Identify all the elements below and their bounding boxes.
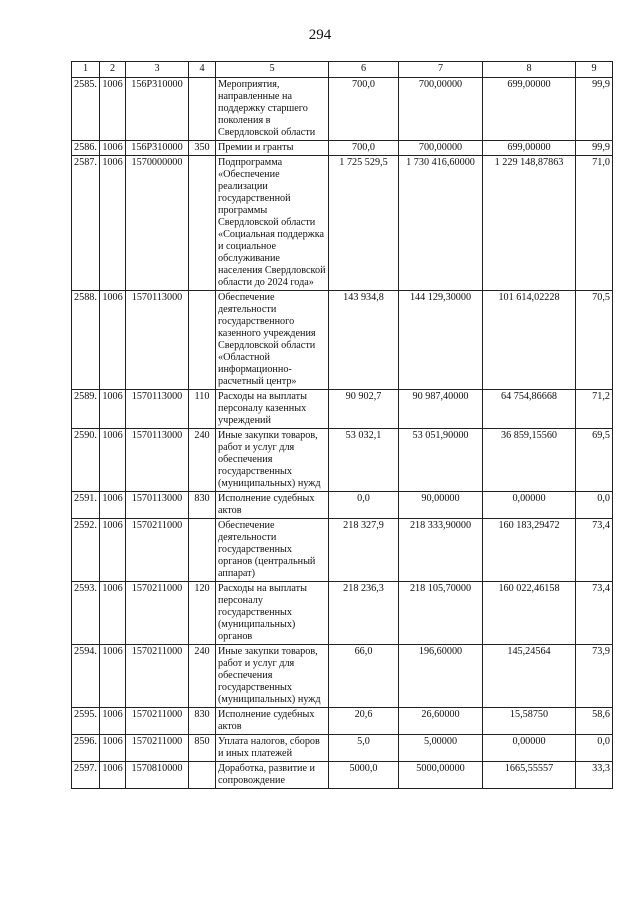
execution-percent: 0,0 — [576, 492, 613, 519]
item-name: Обеспечение деятельности государственных органов (центральный аппарат) — [216, 519, 329, 582]
item-name: Расходы на выплаты персоналу казенных учреждений — [216, 390, 329, 429]
column-header: 7 — [399, 62, 483, 78]
expense-type-code: 830 — [189, 708, 216, 735]
table-row — [72, 156, 613, 291]
item-name: Иные закупки товаров, работ и услуг для обеспечения государственных (муниципальных) нужд — [216, 429, 329, 492]
column-header: 4 — [189, 62, 216, 78]
approved-amount: 90 902,7 — [329, 390, 399, 429]
refined-amount: 26,60000 — [399, 708, 483, 735]
refined-amount: 700,00000 — [399, 141, 483, 156]
table-row — [72, 141, 613, 156]
approved-amount: 5,0 — [329, 735, 399, 762]
refined-amount: 90,00000 — [399, 492, 483, 519]
execution-percent: 58,6 — [576, 708, 613, 735]
refined-amount: 1 730 416,60000 — [399, 156, 483, 291]
column-header: 8 — [483, 62, 576, 78]
target-item-code: 1570113000 — [126, 390, 189, 429]
expense-type-code — [189, 156, 216, 291]
section-code: 1006 — [100, 708, 126, 735]
row-number: 2586. — [72, 141, 100, 156]
executed-amount: 64 754,86668 — [483, 390, 576, 429]
target-item-code: 1570113000 — [126, 492, 189, 519]
target-item-code: 1570211000 — [126, 519, 189, 582]
executed-amount: 1 229 148,87863 — [483, 156, 576, 291]
approved-amount: 20,6 — [329, 708, 399, 735]
section-code: 1006 — [100, 762, 126, 789]
execution-percent: 0,0 — [576, 735, 613, 762]
row-number: 2597. — [72, 762, 100, 789]
item-name: Уплата налогов, сборов и иных платежей — [216, 735, 329, 762]
expense-type-code — [189, 291, 216, 390]
column-header: 5 — [216, 62, 329, 78]
target-item-code: 1570810000 — [126, 762, 189, 789]
item-name: Премии и гранты — [216, 141, 329, 156]
table-row — [72, 645, 613, 708]
item-name: Расходы на выплаты персоналу государственных (муниципальных) органов — [216, 582, 329, 645]
section-code: 1006 — [100, 156, 126, 291]
approved-amount: 700,0 — [329, 141, 399, 156]
expense-type-code — [189, 78, 216, 141]
row-number: 2588. — [72, 291, 100, 390]
item-name: Иные закупки товаров, работ и услуг для обеспечения государственных (муниципальных) нужд — [216, 645, 329, 708]
executed-amount: 0,00000 — [483, 735, 576, 762]
section-code: 1006 — [100, 429, 126, 492]
row-number: 2585. — [72, 78, 100, 141]
row-number: 2590. — [72, 429, 100, 492]
executed-amount: 15,58750 — [483, 708, 576, 735]
table-row — [72, 582, 613, 645]
approved-amount: 1 725 529,5 — [329, 156, 399, 291]
table-row — [72, 429, 613, 492]
approved-amount: 66,0 — [329, 645, 399, 708]
approved-amount: 700,0 — [329, 78, 399, 141]
table-row — [72, 78, 613, 141]
expense-type-code: 850 — [189, 735, 216, 762]
approved-amount: 218 327,9 — [329, 519, 399, 582]
executed-amount: 160 022,46158 — [483, 582, 576, 645]
executed-amount: 1665,55557 — [483, 762, 576, 789]
row-number: 2589. — [72, 390, 100, 429]
executed-amount: 699,00000 — [483, 141, 576, 156]
item-name: Исполнение судебных актов — [216, 708, 329, 735]
execution-percent: 73,4 — [576, 582, 613, 645]
section-code: 1006 — [100, 78, 126, 141]
item-name: Мероприятия, направленные на поддержку старшего поколения в Свердловской области — [216, 78, 329, 141]
executed-amount: 699,00000 — [483, 78, 576, 141]
row-number: 2596. — [72, 735, 100, 762]
expense-type-code — [189, 762, 216, 789]
section-code: 1006 — [100, 582, 126, 645]
execution-percent: 69,5 — [576, 429, 613, 492]
expense-type-code: 120 — [189, 582, 216, 645]
execution-percent: 33,3 — [576, 762, 613, 789]
executed-amount: 36 859,15560 — [483, 429, 576, 492]
refined-amount: 218 333,90000 — [399, 519, 483, 582]
column-header: 6 — [329, 62, 399, 78]
refined-amount: 196,60000 — [399, 645, 483, 708]
item-name: Подпрограмма «Обеспечение реализации государственной программы Свердловской области «Социальная поддержка и социальное обслуживание населения Свердловской области до 2024 года» — [216, 156, 329, 291]
executed-amount: 101 614,02228 — [483, 291, 576, 390]
column-header: 2 — [100, 62, 126, 78]
refined-amount: 144 129,30000 — [399, 291, 483, 390]
target-item-code: 156Р310000 — [126, 78, 189, 141]
executed-amount: 160 183,29472 — [483, 519, 576, 582]
approved-amount: 143 934,8 — [329, 291, 399, 390]
row-number: 2595. — [72, 708, 100, 735]
executed-amount: 145,24564 — [483, 645, 576, 708]
table-row — [72, 708, 613, 735]
row-number: 2593. — [72, 582, 100, 645]
section-code: 1006 — [100, 645, 126, 708]
execution-percent: 99,9 — [576, 141, 613, 156]
refined-amount: 218 105,70000 — [399, 582, 483, 645]
target-item-code: 1570000000 — [126, 156, 189, 291]
section-code: 1006 — [100, 291, 126, 390]
execution-percent: 73,9 — [576, 645, 613, 708]
budget-table — [71, 61, 613, 789]
item-name: Обеспечение деятельности государственного казенного учреждения Свердловской области «Областной информационно-расчетный центр» — [216, 291, 329, 390]
column-header: 1 — [72, 62, 100, 78]
execution-percent: 73,4 — [576, 519, 613, 582]
approved-amount: 218 236,3 — [329, 582, 399, 645]
executed-amount: 0,00000 — [483, 492, 576, 519]
target-item-code: 1570211000 — [126, 708, 189, 735]
target-item-code: 1570211000 — [126, 645, 189, 708]
section-code: 1006 — [100, 492, 126, 519]
section-code: 1006 — [100, 141, 126, 156]
target-item-code: 1570113000 — [126, 291, 189, 390]
expense-type-code: 110 — [189, 390, 216, 429]
row-number: 2587. — [72, 156, 100, 291]
expense-type-code: 830 — [189, 492, 216, 519]
item-name: Доработка, развитие и сопровождение — [216, 762, 329, 789]
target-item-code: 1570113000 — [126, 429, 189, 492]
row-number: 2594. — [72, 645, 100, 708]
refined-amount: 53 051,90000 — [399, 429, 483, 492]
execution-percent: 71,2 — [576, 390, 613, 429]
table-row — [72, 735, 613, 762]
execution-percent: 71,0 — [576, 156, 613, 291]
table-row — [72, 291, 613, 390]
item-name: Исполнение судебных актов — [216, 492, 329, 519]
expense-type-code: 240 — [189, 645, 216, 708]
execution-percent: 70,5 — [576, 291, 613, 390]
refined-amount: 5000,00000 — [399, 762, 483, 789]
execution-percent: 99,9 — [576, 78, 613, 141]
approved-amount: 5000,0 — [329, 762, 399, 789]
table-row — [72, 519, 613, 582]
expense-type-code: 350 — [189, 141, 216, 156]
approved-amount: 0,0 — [329, 492, 399, 519]
target-item-code: 1570211000 — [126, 735, 189, 762]
target-item-code: 1570211000 — [126, 582, 189, 645]
approved-amount: 53 032,1 — [329, 429, 399, 492]
section-code: 1006 — [100, 735, 126, 762]
column-header: 3 — [126, 62, 189, 78]
page-number: 294 — [308, 27, 332, 43]
column-header: 9 — [576, 62, 613, 78]
refined-amount: 5,00000 — [399, 735, 483, 762]
row-number: 2592. — [72, 519, 100, 582]
expense-type-code — [189, 519, 216, 582]
section-code: 1006 — [100, 519, 126, 582]
section-code: 1006 — [100, 390, 126, 429]
expense-type-code: 240 — [189, 429, 216, 492]
refined-amount: 90 987,40000 — [399, 390, 483, 429]
target-item-code: 156Р310000 — [126, 141, 189, 156]
header-row — [72, 62, 613, 78]
refined-amount: 700,00000 — [399, 78, 483, 141]
table-row — [72, 390, 613, 429]
table-row — [72, 762, 613, 789]
table-row — [72, 492, 613, 519]
row-number: 2591. — [72, 492, 100, 519]
